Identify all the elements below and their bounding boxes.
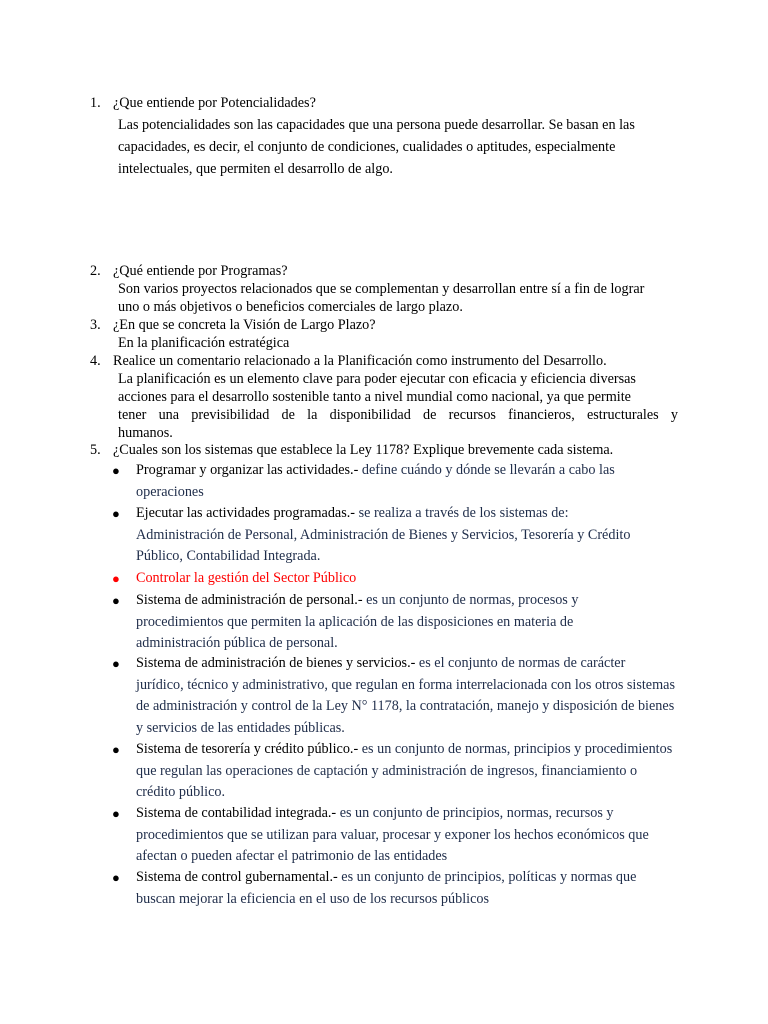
item-title: Controlar la gestión del Sector Público <box>136 570 357 586</box>
question-text: Realice un comentario relacionado a la Planificación como instrumento del Desarrollo. <box>113 353 607 369</box>
bullet-icon: ● <box>112 806 120 821</box>
item-title: Ejecutar las actividades programadas.- <box>136 505 356 521</box>
item-title: Sistema de contabilidad integrada.- <box>136 805 337 821</box>
item-title: Sistema de administración de bienes y servicios.- <box>136 655 416 671</box>
bullet-icon: ● <box>112 656 120 671</box>
question-number: 5. <box>90 442 101 458</box>
answer-3 <box>118 334 289 352</box>
answer-2 <box>118 280 644 316</box>
question-number: 2. <box>90 263 101 279</box>
answer-line: humanos. <box>118 425 173 441</box>
answer-line: Las potencialidades son las capacidades que una persona puede desarrollar. Se basan en las <box>118 117 635 133</box>
bullet-icon: ● <box>112 506 120 521</box>
answer-line: Son varios proyectos relacionados que se complementan y desarrollan entre sí a fin de lograr <box>118 281 645 297</box>
item-description: es un conjunto de principios, normas, recursos y procedimientos que se utilizan para valuar, procesar y exponer los hechos económicos que afectan o pueden afectar el patrimonio de las entidades <box>136 805 649 864</box>
bullet-icon: ● <box>112 593 120 608</box>
item-description: es un conjunto de normas, procesos y procedimientos que permiten la aplicación de las disposiciones en materia de administración pública de personal. <box>136 592 579 651</box>
answer-1 <box>118 114 635 180</box>
answer-line: La planificación es un elemento clave para poder ejecutar con eficacia y eficiencia diversas <box>118 371 636 387</box>
answer-4 <box>118 370 678 442</box>
item-description: define cuándo y dónde se llevarán a cabo las operaciones <box>136 462 615 500</box>
bullet-icon: ● <box>112 571 120 586</box>
question-text: ¿En que se concreta la Visión de Largo Plazo? <box>113 317 376 333</box>
item-description: es un conjunto de principios, políticas y normas que buscan mejorar la eficiencia en el uso de los recursos públicos <box>136 869 637 907</box>
item-description: es un conjunto de normas, principios y procedimientos que regulan las operaciones de captación y administración de ingresos, financiamiento o crédito público. <box>136 741 673 800</box>
question-text: ¿Qué entiende por Programas? <box>113 263 288 279</box>
item-title: Programar y organizar las actividades.- <box>136 462 359 478</box>
bullet-icon: ● <box>112 463 120 478</box>
answer-line: tener una previsibilidad de la disponibilidad de recursos financieros, estructurales y <box>118 407 678 423</box>
item-description: se realiza a través de los sistemas de: Administración de Personal, Administración de Bienes y Servicios, Tesorería y Crédito Público, Contabilidad Integrada. <box>136 505 631 564</box>
bullet-icon: ● <box>112 870 120 885</box>
answer-line: capacidades, es decir, el conjunto de condiciones, cualidades o aptitudes, especialmente <box>118 139 616 155</box>
question-number: 4. <box>90 353 101 369</box>
item-title: Sistema de administración de personal.- <box>136 592 363 608</box>
item-title: Sistema de tesorería y crédito público.- <box>136 741 359 757</box>
answer-line: intelectuales, que permiten el desarrollo de algo. <box>118 161 393 177</box>
question-number: 1. <box>90 95 101 111</box>
answer-line: uno o más objetivos o beneficios comerciales de largo plazo. <box>118 299 463 315</box>
question-text: ¿Que entiende por Potencialidades? <box>113 95 316 111</box>
item-title: Sistema de control gubernamental.- <box>136 869 338 885</box>
answer-line: acciones para el desarrollo sostenible tanto a nivel mundial como nacional, ya que permite <box>118 389 631 405</box>
question-number: 3. <box>90 317 101 333</box>
question-text: ¿Cuales son los sistemas que establece la Ley 1178? Explique brevemente cada sistema. <box>113 442 614 458</box>
bullet-icon: ● <box>112 742 120 757</box>
item-description: es el conjunto de normas de carácter jurídico, técnico y administrativo, que regulan en forma interrelacionada con los otros sistemas de administración y control de la Ley N° 1178, la contratación, manejo y disposición de bienes y servicios de las entidades públicas. <box>136 655 675 736</box>
answer-line: En la planificación estratégica <box>118 335 290 351</box>
